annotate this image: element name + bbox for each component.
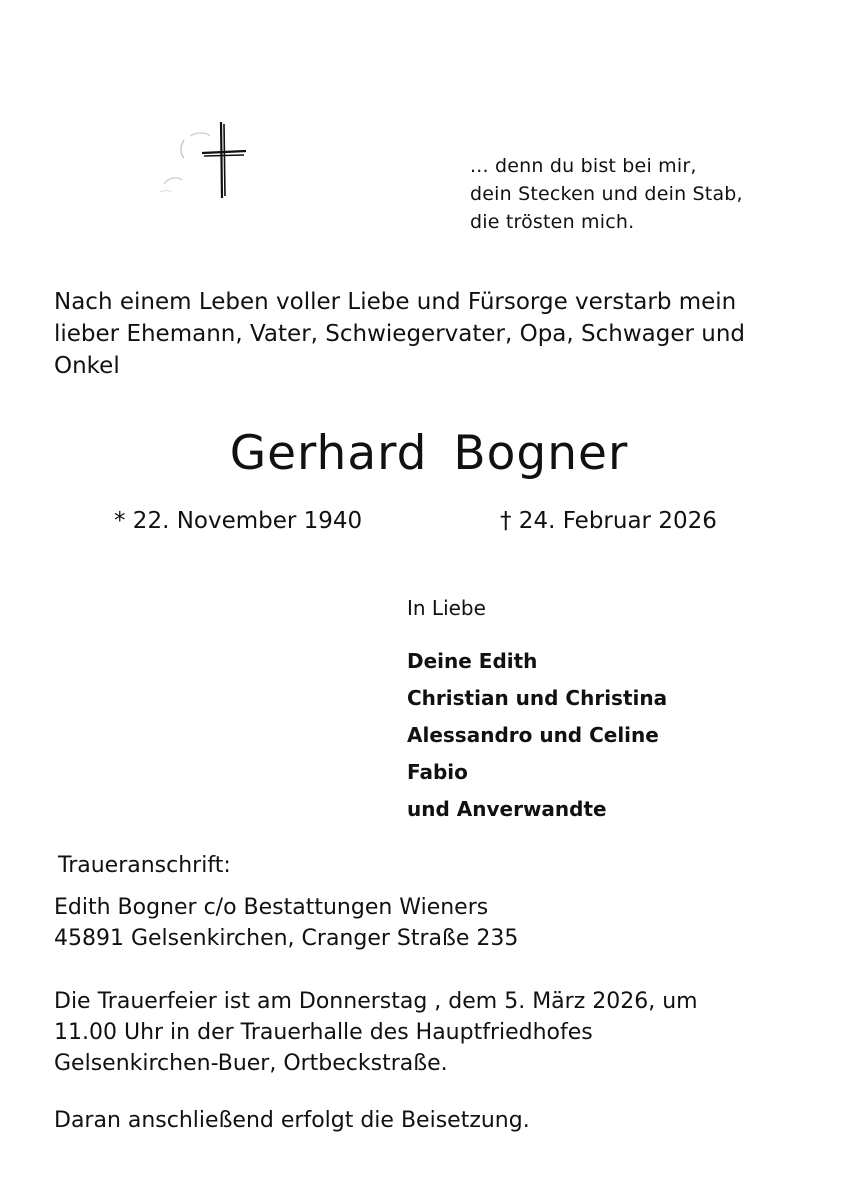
verse-line: die trösten mich. [470, 211, 635, 233]
bible-verse [470, 152, 743, 236]
intro-line: Onkel [54, 353, 120, 379]
mourners-intro: In Liebe [407, 596, 486, 620]
intro-paragraph [54, 286, 814, 382]
ceremony-line: Die Trauerfeier ist am Donnerstag , dem 5. März 2026, um [54, 989, 698, 1014]
intro-line: Nach einem Leben voller Liebe und Fürsorge verstarb mein [54, 289, 737, 315]
address-label: Traueranschrift: [58, 853, 231, 878]
address-line: 45891 Gelsenkirchen, Cranger Straße 235 [54, 926, 519, 951]
deceased-name: Gerhard Bogner [229, 426, 629, 481]
mourner-name: und Anverwandte [407, 797, 607, 821]
death-date: † 24. Februar 2026 [500, 508, 717, 534]
verse-line: ... denn du bist bei mir, [470, 155, 697, 177]
cross-icon [150, 118, 250, 208]
ceremony-line: 11.00 Uhr in der Trauerhalle des Hauptfriedhofes [54, 1020, 593, 1045]
ceremony-paragraph [54, 986, 698, 1079]
mourner-name: Christian und Christina [407, 686, 668, 710]
verse-line: dein Stecken und dein Stab, [470, 183, 743, 205]
mourning-address [54, 892, 518, 954]
mourner-name: Deine Edith [407, 649, 538, 673]
address-line: Edith Bogner c/o Bestattungen Wieners [54, 895, 489, 920]
birth-date: * 22. November 1940 [114, 508, 363, 534]
closing-note: Daran anschließend erfolgt die Beisetzung. [54, 1108, 530, 1133]
intro-line: lieber Ehemann, Vater, Schwiegervater, Opa, Schwager und [54, 321, 746, 347]
mourners-list [407, 643, 667, 828]
mourner-name: Alessandro und Celine [407, 723, 659, 747]
ceremony-line: Gelsenkirchen-Buer, Ortbeckstraße. [54, 1051, 448, 1076]
mourner-name: Fabio [407, 760, 468, 784]
